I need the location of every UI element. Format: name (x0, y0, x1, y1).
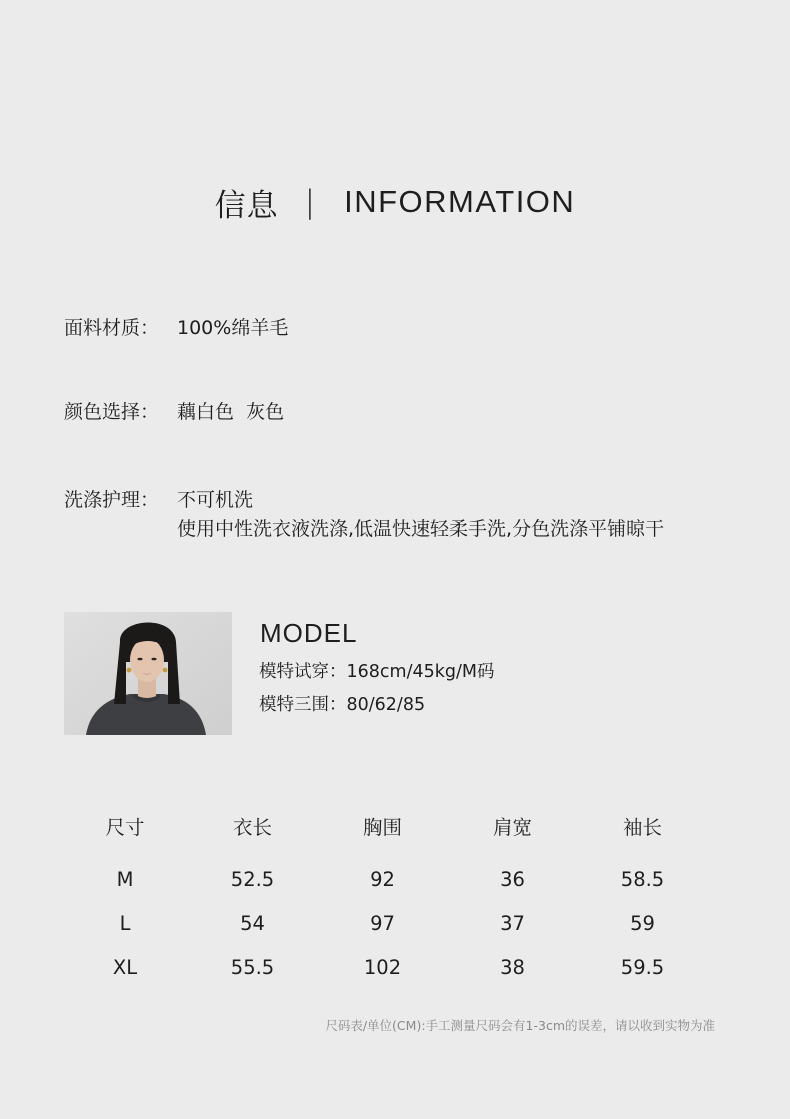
size-cell: 102 (363, 956, 402, 979)
size-cell: 55.5 (230, 956, 275, 979)
material-value: 100%绵羊毛 (177, 317, 289, 339)
model-measurements: 模特三围：80/62/85 (259, 695, 426, 715)
size-header-cell: 尺寸 (105, 816, 145, 839)
size-header-cell: 衣长 (232, 816, 272, 839)
material-label: 面料材质： (64, 317, 160, 339)
care-line-1: 不可机洗 (177, 489, 254, 511)
page-title (0, 180, 790, 224)
size-header-cell: 胸围 (362, 816, 402, 839)
size-cell: 38 (500, 956, 525, 979)
size-cell: 97 (370, 912, 395, 935)
size-cell: 58.5 (620, 868, 665, 891)
title-english: INFORMATION (344, 184, 576, 219)
size-grid (60, 808, 710, 990)
size-cell: XL (112, 956, 138, 979)
color-label: 颜色选择： (64, 401, 160, 423)
size-header-cell: 袖长 (622, 816, 662, 839)
care-line-2: 使用中性洗衣液洗涤,低温快速轻柔手洗,分色洗涤平铺晾干 (177, 518, 665, 540)
info-row-material (64, 314, 754, 343)
size-cell: 92 (370, 868, 395, 891)
size-cell: 59 (630, 912, 655, 935)
size-cell: M (116, 868, 134, 891)
model-title: MODEL (260, 618, 358, 648)
model-portrait-image (64, 612, 232, 735)
size-table (60, 808, 710, 990)
size-cell: 59.5 (620, 956, 665, 979)
color-value: 藕白色 灰色 (177, 401, 285, 423)
size-cell: L (119, 912, 131, 935)
care-label: 洗涤护理： (64, 489, 160, 511)
size-cell: 37 (500, 912, 525, 935)
info-row-color (64, 398, 754, 427)
size-footnote: 尺码表/单位(CM):手工测量尺码会有1-3cm的误差，请以收到实物为准 (325, 1018, 715, 1033)
title-separator: | (304, 184, 317, 220)
title-chinese: 信息 (214, 187, 279, 224)
size-header-cell: 肩宽 (492, 816, 532, 839)
size-cell: 36 (500, 868, 525, 891)
model-photo (64, 612, 232, 735)
size-cell: 54 (240, 912, 265, 935)
model-fit: 模特试穿：168cm/45kg/M码 (259, 662, 495, 682)
info-row-care (64, 486, 754, 544)
size-cell: 52.5 (230, 868, 275, 891)
